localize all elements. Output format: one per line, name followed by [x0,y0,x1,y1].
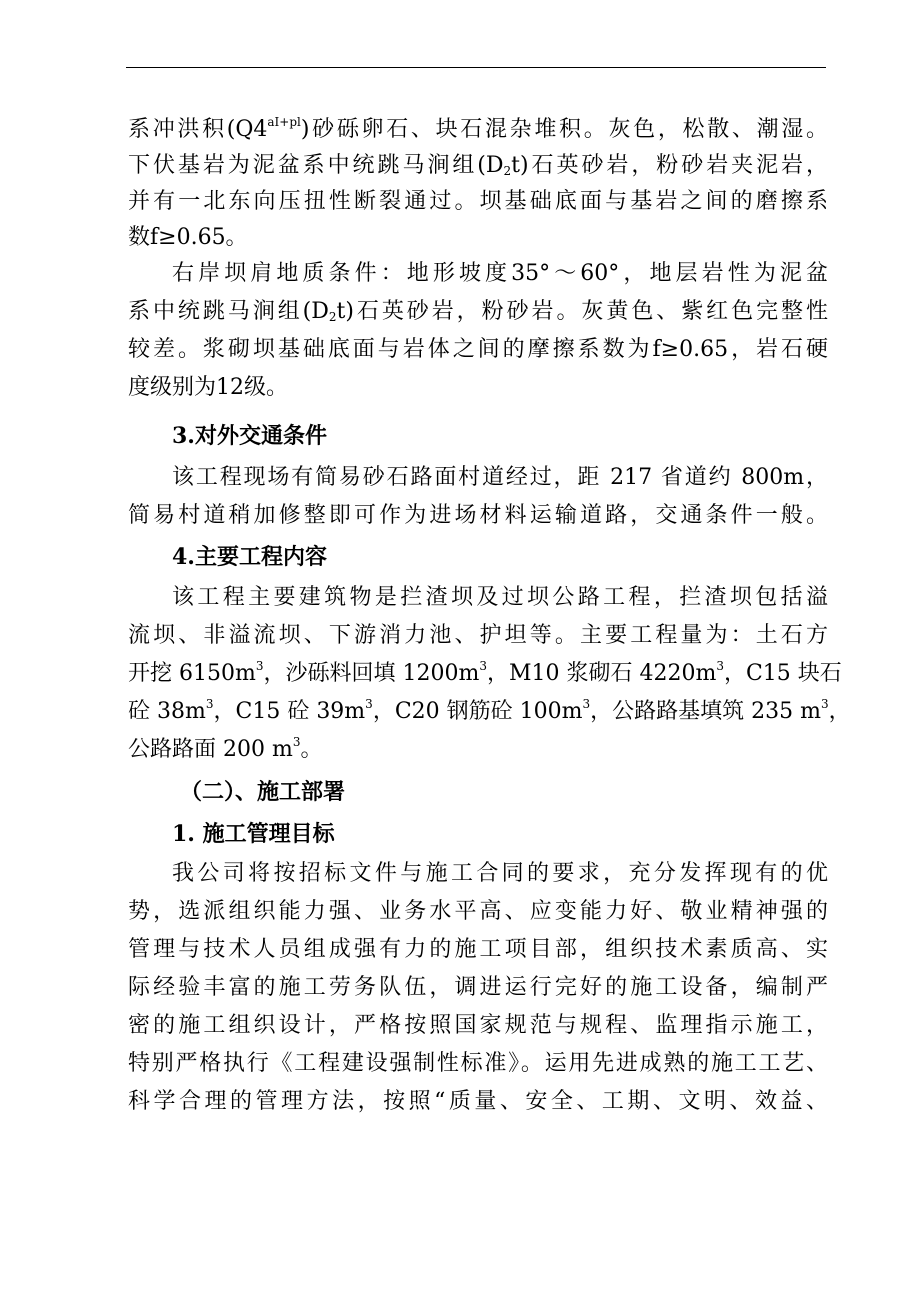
heading-1: 1. 施工管理目标 [172,821,335,847]
para1-line3: 并有一北东向压扭性断裂通过。坝基础底面与基岩之间的磨擦系 [128,189,828,214]
para1-line4: 数f≥0.65。 [128,225,248,250]
para5-line3: 管理与技术人员组成强有力的施工项目部，组织技术素质高、实 [128,937,828,962]
heading-3: 3.对外交通条件 [172,423,327,449]
section-heading-2: （二）、施工部署 [180,779,346,805]
para2-line1: 右岸坝肩地质条件：地形坡度35°～60°，地层岩性为泥盆 [172,261,828,286]
para2-line4: 度级别为12级。 [128,375,288,400]
para4-line3: 开挖 $6150m^3$，沙砾料回填 $1200m^3$，M10 浆砌石 $4220m^3$，C15 块石 [128,659,842,686]
para5-line7: 科学合理的管理方法，按照“质量、安全、工期、文明、效益、 [128,1089,828,1114]
para2-line2: 系中统跳马涧组$(D_2t)$石英砂岩，粉砂岩。灰黄色、紫红色完整性 [128,299,828,324]
para1-line2: 下伏基岩为泥盆系中统跳马涧组$(D_2t)$石英砂岩，粉砂岩夹泥岩， [128,153,828,178]
para5-line2: 势，选派组织能力强、业务水平高、应变能力好、敬业精神强的 [128,899,828,924]
para5-line4: 际经验丰富的施工劳务队伍，调进运行完好的施工设备，编制严 [128,975,828,1000]
para4-line4: 砼 $38m^3$，C15 砼 $39m^3$，C20 钢筋砼 $100m^3$，公路路基填筑 235 $m^3$， [128,697,851,724]
para4-line5: 公路路面 200 $m^3$。 [128,735,323,762]
para4-line2: 流坝、非溢流坝、下游消力池、护坦等。主要工程量为：土石方 [128,623,828,648]
para5-line6: 特别严格执行《工程建设强制性标准》。运用先进成熟的施工工艺、 [128,1051,828,1076]
para4-line1: 该工程主要建筑物是拦渣坝及过坝公路工程，拦渣坝包括溢 [172,585,828,610]
para3-line2: 简易村道稍加修整即可作为进场材料运输道路，交通条件一般。 [128,503,828,528]
para2-line3: 较差。浆砌坝基础底面与岩体之间的摩擦系数为f≥0.65，岩石硬 [128,337,828,362]
heading-4: 4.主要工程内容 [172,544,327,570]
para3-line1: 该工程现场有简易砂石路面村道经过，距 217 省道约 800m， [172,465,828,490]
para5-line5: 密的施工组织设计，严格按照国家规范与规程、监理指示施工， [128,1013,828,1038]
header-rule [126,67,826,68]
para5-line1: 我公司将按招标文件与施工合同的要求，充分发挥现有的优 [172,861,828,886]
para1-line1: 系冲洪积$(Q4^{aI+pl})$砂砾卵石、块石混杂堆积。灰色，松散、潮湿。 [128,115,828,142]
